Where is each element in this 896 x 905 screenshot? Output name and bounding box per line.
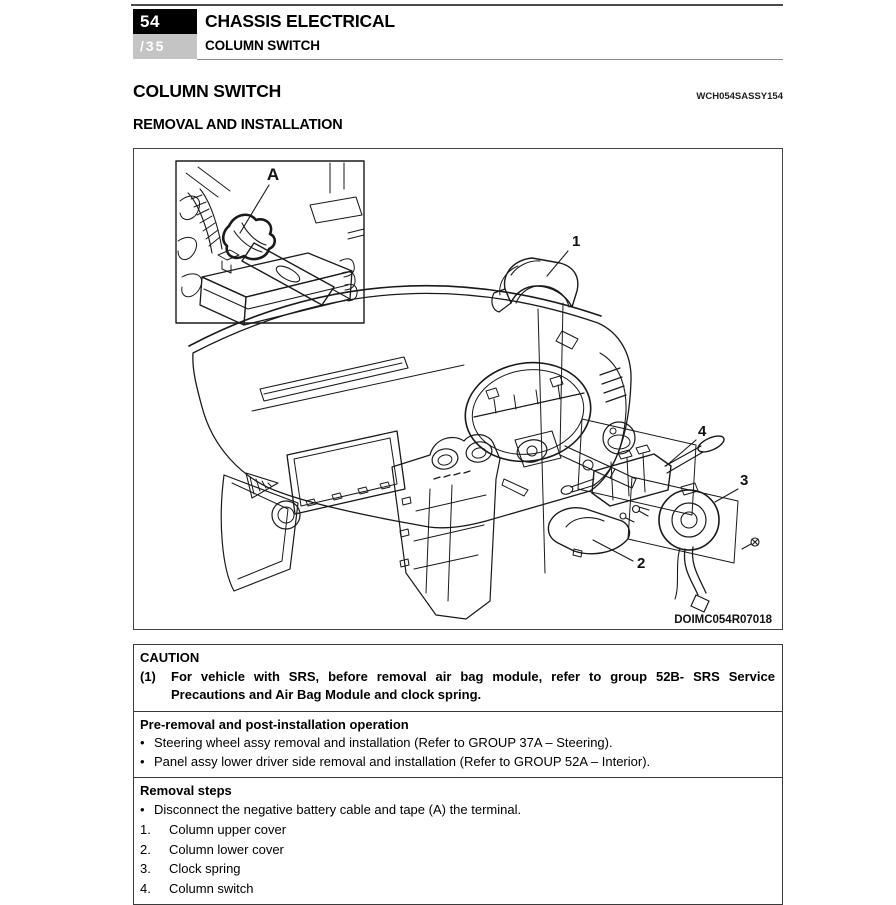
pre-removal-item — [140, 734, 775, 753]
callout-4-label: 4 — [698, 423, 707, 440]
chapter-number: 54 — [133, 9, 197, 34]
removal-note-text: Disconnect the negative battery cable and tape (A) the terminal. — [154, 801, 522, 817]
removal-step — [140, 820, 775, 840]
header-rule-divider — [197, 59, 783, 60]
column-lower-cover-drawing — [548, 508, 629, 557]
bullet-glyph: • — [140, 753, 145, 769]
step-label: Column switch — [169, 880, 254, 896]
column-switch-diagram — [134, 149, 782, 629]
bullet-glyph: • — [140, 735, 145, 750]
caution-item — [140, 668, 775, 705]
caution-item-number: (1) — [140, 668, 156, 684]
pre-removal-row — [134, 712, 782, 779]
removal-steps-title: Removal steps — [140, 783, 232, 798]
pre-removal-title: Pre-removal and post-installation operation — [140, 716, 409, 732]
bullet-glyph: • — [140, 801, 145, 817]
removal-step — [140, 879, 775, 899]
exploded-view-figure — [133, 148, 783, 630]
underdash-bracket-drawing — [392, 435, 500, 619]
callout-1-label: 1 — [572, 233, 581, 250]
section-title: REMOVAL AND INSTALLATION — [133, 117, 343, 133]
step-number: 4. — [140, 880, 151, 896]
callout-4-leader — [666, 440, 696, 466]
step-number: 2. — [140, 841, 151, 857]
callout-a-label: A — [266, 165, 280, 184]
step-number: 3. — [140, 861, 151, 876]
callout-1-leader — [547, 251, 568, 276]
figure-code-label: DOIMC054R07018 — [674, 614, 772, 626]
doc-reference-code: WCH054SASSY154 — [696, 91, 783, 102]
removal-note — [140, 801, 775, 820]
caution-row — [134, 645, 782, 712]
pre-removal-item-text: Panel assy lower driver side removal and installation (Refer to GROUP 52A – Interior). — [154, 753, 651, 769]
chapter-page-count: /35 — [133, 34, 197, 59]
pre-removal-item — [140, 753, 775, 772]
removal-steps-row — [134, 778, 782, 904]
callout-a-leader — [240, 185, 269, 233]
step-number: 1. — [140, 822, 151, 837]
clock-spring-drawing — [659, 483, 719, 612]
chapter-title: CHASSIS ELECTRICAL — [205, 11, 395, 31]
chapter-tab — [133, 9, 197, 59]
removal-step — [140, 840, 775, 860]
callout-2-label: 2 — [637, 555, 646, 572]
steering-column-drawing — [502, 419, 738, 563]
battery-inset-drawing — [176, 161, 364, 325]
removal-step — [140, 859, 775, 879]
pre-removal-item-text: Steering wheel assy removal and installation (Refer to GROUP 37A – Steering). — [154, 735, 613, 750]
callout-2-leader — [593, 540, 633, 561]
step-label: Clock spring — [169, 861, 241, 876]
chapter-section: COLUMN SWITCH — [205, 38, 320, 53]
caution-item-text: For vehicle with SRS, before removal air bag module, refer to group 52B- SRS Service Precautions and Air Bag Module and clock spring. — [171, 668, 775, 702]
callout-3-label: 3 — [740, 472, 749, 489]
removal-steps-list — [140, 820, 775, 898]
taped-terminal-outline — [223, 215, 275, 259]
page-title: COLUMN SWITCH — [133, 81, 282, 101]
step-label: Column upper cover — [169, 822, 287, 837]
top-rule-divider — [131, 4, 783, 6]
caution-title: CAUTION — [140, 650, 200, 665]
procedure-table — [133, 644, 783, 905]
dashboard-drawing — [189, 286, 635, 591]
step-label: Column lower cover — [169, 841, 284, 857]
